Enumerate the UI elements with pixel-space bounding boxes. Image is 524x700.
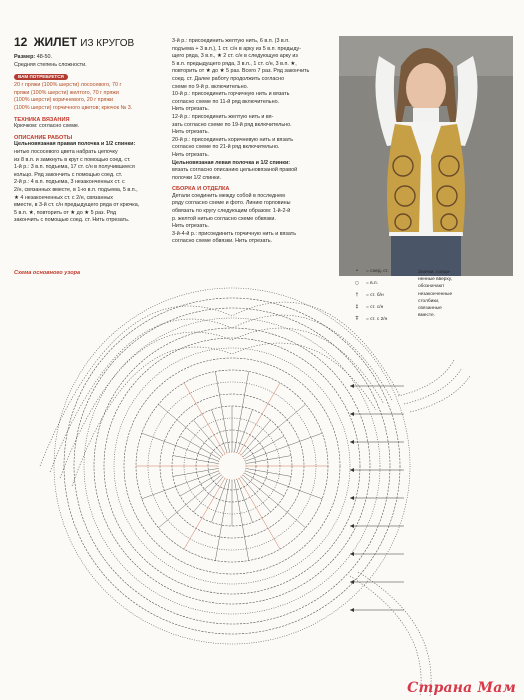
size-label: Размер: (14, 54, 36, 60)
work-line: 1-й р.: 3 в.п. подъема, 17 ст. с/н в получившееся (14, 164, 135, 171)
motif-spoke (241, 477, 271, 512)
work-line: кольцо. Ряд закончить с помощью соед. ст. (14, 171, 123, 178)
single-crochet-icon: † (355, 293, 359, 298)
left-front-line: вязать согласно описанию цельновязаной правой (172, 167, 298, 174)
motif-ring (74, 308, 390, 624)
assembly-line: обвязать по кругу следующим образом: 1-й-2-й (172, 208, 291, 215)
diagram-spokes (136, 371, 328, 560)
treble-crochet-icon: Ŧ (355, 317, 359, 322)
motif-ring (94, 328, 370, 604)
motif-spoke (158, 475, 221, 528)
row12-line: 12-й р.: присоединить желтую нить и вя- (172, 113, 274, 120)
work-line: из 8 в.п. и замкнуть в круг с помощью соед. ст. (14, 156, 131, 163)
legend-text: = ст. с 2/н (366, 317, 388, 322)
row3-line: 3-й р.: присоединить желтую нить, 6 в.п. (3 в.п. (172, 38, 290, 44)
legend-text: = соед. ст. (366, 269, 389, 274)
work-heading: ОПИСАНИЕ РАБОТЫ (14, 134, 73, 141)
model-photo (339, 36, 513, 276)
assembly-line: ряду согласно схеме и фото. Линию горловины (172, 200, 291, 207)
motif-ring (218, 452, 246, 480)
motif-spoke (158, 404, 221, 457)
title-rest: ИЗ КРУГОВ (80, 38, 135, 49)
motif-spoke (211, 479, 227, 522)
row20-line: Нить отрезать. (172, 151, 210, 158)
row3-line: схеме по 9-й р. включительно. (172, 83, 249, 90)
arrow-head-icon (350, 412, 354, 416)
legend-note-line: незаконченные (418, 291, 453, 297)
assembly-line: Детали соединить между собой в последнем (172, 192, 285, 199)
motif-spoke (244, 473, 284, 496)
bottom-curve (350, 572, 431, 696)
side-tail (398, 360, 470, 412)
assembly-heading: СБОРКА И ОТДЕЛКА (172, 186, 230, 193)
work-line: ★ 4 незаконченных ст. с 2/н, связанных (14, 194, 114, 201)
motif-spoke (180, 436, 220, 459)
difficulty-text: Средняя степень сложности. (14, 61, 87, 68)
motif-spoke (239, 478, 280, 549)
work-subheading: Цельновязаная правая полочка и 1/2 спинки: (14, 141, 136, 148)
page-title (14, 36, 164, 50)
left-front-line: полочки 1/2 спинки. (172, 174, 222, 181)
motif-spoke (180, 473, 220, 496)
neckline-edging (40, 302, 400, 486)
assembly-line: согласно схеме обвязки. Нить отрезать. (172, 238, 273, 245)
motif-spoke (243, 404, 306, 457)
scheme-label: Схема основного узора (14, 270, 81, 276)
work-line: нитью лососевого цвета набрать цепочку (14, 148, 118, 155)
double-crochet-icon: ‡ (355, 305, 359, 310)
model-illustration (339, 36, 513, 276)
motif-spoke (211, 410, 227, 453)
slip-stitch-icon: • (355, 269, 359, 274)
materials-line: (100% шерсти) коричневого, 20 г пряжи (14, 97, 114, 104)
materials-list (14, 82, 164, 111)
arrow-head-icon (350, 524, 354, 528)
diagram-arrows (350, 384, 404, 612)
row3-line: соед. ст. Далее работу продолжить согласно (172, 75, 285, 82)
motif-ring (84, 318, 380, 614)
motif-ring (64, 298, 400, 634)
legend-note-line: ненные вверху, (418, 277, 453, 283)
motif-spoke (184, 383, 225, 454)
work-line: закончить с помощью соед. ст. Нить отрезать. (14, 217, 130, 224)
left-text-column (14, 36, 164, 225)
motif-spoke (246, 468, 291, 476)
arrow-head-icon (350, 440, 354, 444)
legend-text: = ст. с/н (366, 305, 384, 310)
technique-heading: ТЕХНИКА ВЯЗАНИЯ (14, 116, 70, 123)
arrow-head-icon (350, 468, 354, 472)
motif-spoke (237, 410, 253, 453)
row20-line: согласно схеме по 21-й ряд включительно. (172, 144, 280, 151)
crochet-diagram (0, 276, 524, 700)
row10-line: Нить отрезать. (172, 106, 210, 113)
motif-spoke (173, 468, 218, 476)
arrow-head-icon (350, 552, 354, 556)
row12-line: Нить отрезать. (172, 129, 210, 136)
motif-ring (54, 288, 410, 644)
work-line: 5 в.п. ★, повторить от ★ до ★ 5 раз. Ряд (14, 209, 116, 216)
site-watermark: Страна Мам (407, 680, 516, 696)
legend-text: = ст. б/н (366, 293, 384, 298)
row12-line: зать согласно схеме по 19-й ряд включительно. (172, 121, 292, 128)
materials-line: пряжи (100% шерсти) желтого, 70 г пряжи (14, 89, 119, 96)
row10-line: 10-й р.: присоединить горчичную нить и вязать (172, 91, 290, 98)
motif-spoke (243, 475, 306, 528)
title-main: ЖИЛЕТ (33, 35, 77, 49)
work-line: 2-й р.: 4 в.п. подъема, 3 незаконченных ст. с (14, 179, 125, 186)
row3-line: 5 в.п. предыдущего ряда, 3 в.п., 1 ст. с/н, 3 в.п. ★, (172, 60, 297, 67)
row3-line: щего ряда, 3 в.п., ★ 2 ст. с/н в следующую арку из (172, 53, 298, 60)
row10-line: согласно схеме по 11-й ряд включительно. (172, 98, 280, 105)
legend-note-line: столбики, (418, 298, 440, 304)
arrow-head-icon (350, 384, 354, 388)
row20-line: 20-й р.: присоединить коричневую нить и вязать (172, 136, 294, 143)
legend-text: = в.п. (366, 281, 378, 286)
motif-spoke (246, 456, 291, 464)
legend-note-line: связанные (418, 306, 442, 312)
assembly-line: 3-й-4-й р.: присоединить горчичную нить и вязать (172, 230, 297, 237)
size-line (14, 54, 164, 61)
work-line: вместе, в 3-й ст. с/н предыдущего ряда от крючка, (14, 202, 140, 209)
work-line: 2/н, связанных вместе, в 1-ю в.п. подъема, 5 в.п., (14, 186, 138, 193)
motif-spoke (241, 420, 271, 455)
legend-note-line: Значки, соеди- (418, 270, 451, 275)
arrow-head-icon (350, 608, 354, 612)
legend-note-line: вместе. (418, 313, 436, 319)
arrow-head-icon (350, 496, 354, 500)
materials-line: 20 г пряжи (100% шерсти) лососевого, 70 г (14, 82, 122, 89)
assembly-line: Нить отрезать. (172, 223, 210, 230)
motif-spoke (237, 479, 253, 522)
row3-line: подъема + 3 в.п.), 1 ст. с/н в арку из 5 в.п. предыду- (172, 45, 302, 52)
motif-spoke (193, 477, 223, 512)
motif-spoke (193, 420, 223, 455)
left-front-subheading: Цельновязаная левая полочка и 1/2 спинки: (172, 159, 291, 166)
row3-line: повторить от ★ до ★ 5 раз. Всего 7 раз. Ряд закончить (172, 68, 310, 75)
motif-spoke (239, 383, 280, 454)
materials-line: (100% шерсти) горчичного цветов; крючок № 3. (14, 104, 133, 111)
chain-stitch-icon: ○ (354, 281, 360, 286)
diagram-rings (54, 288, 410, 644)
materials-badge: ВАМ ПОТРЕБУЕТСЯ (14, 74, 68, 80)
motif-spoke (244, 436, 284, 459)
motif-spoke (184, 478, 225, 549)
legend-note-line: обозначают (418, 284, 445, 290)
middle-text-column (172, 38, 332, 246)
pattern-number: 12 (14, 35, 28, 49)
technique-text: Крючком: согласно схеме. (14, 123, 80, 130)
motif-spoke (173, 456, 218, 464)
assembly-line: р. желтой нитью согласно схеме обвязки. (172, 215, 276, 222)
size-value: 48-50. (36, 54, 53, 60)
